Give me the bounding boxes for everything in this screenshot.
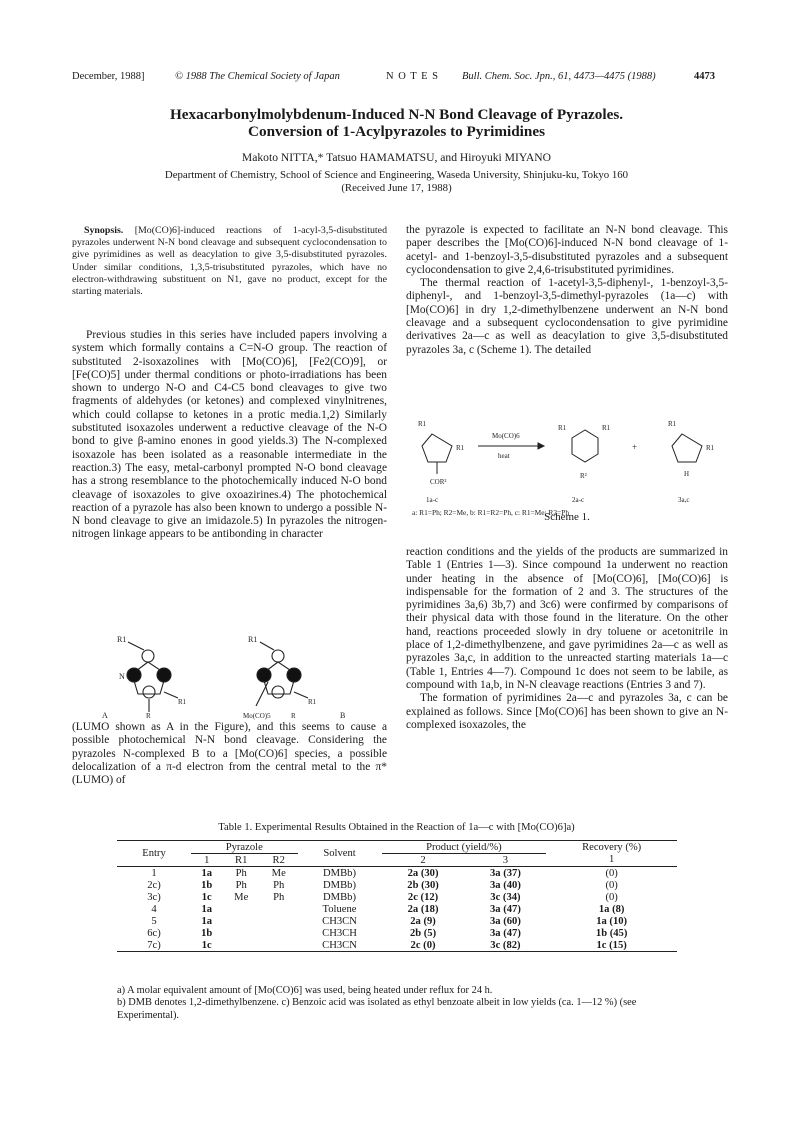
synopsis — [72, 225, 387, 298]
figure-label-b: B — [340, 711, 346, 720]
lobe-filled — [127, 668, 141, 682]
scheme-plus: + — [632, 442, 638, 452]
scheme-label-3: 3a,c — [678, 496, 690, 504]
pyrazole-ring-3 — [672, 434, 702, 462]
paper-title — [60, 106, 733, 140]
scheme-h: H — [684, 470, 690, 478]
pyrazole-ring-1 — [422, 434, 452, 462]
title-line-2: Conversion of 1-Acylpyrazoles to Pyrimidines — [248, 123, 545, 140]
th-recovery: Recovery (%) — [582, 841, 642, 853]
header-copyright: © 1988 The Chemical Society of Japan — [175, 71, 340, 82]
structure-A — [102, 635, 187, 720]
received-date: (Received June 17, 1988) — [341, 182, 452, 194]
table-row: 7c) 1c CH3CN 2c (0) 3c (82) 1c (15) — [117, 939, 677, 952]
figure-r-label-a: R — [146, 712, 151, 720]
scheme-reagent: Mo(CO)6 — [492, 432, 520, 440]
table-note-a: a) A molar equivalent amount of [Mo(CO)6] was used, being heated under reflux for 24 h. — [117, 985, 493, 996]
scheme-legend: a: R1=Ph; R2=Me, b: R1=R2=Ph, c: R1=Me; R2=Ph — [412, 508, 570, 517]
table-note-bc: b) DMB denotes 1,2-dimethylbenzene. c) Benzoic acid was isolated as ethyl benzoate albeit in low yields (ca. 1—12 %) (see Experimental). — [117, 997, 637, 1021]
scheme-cor: COR² — [430, 478, 447, 486]
scheme-r1e: R1 — [668, 420, 677, 428]
table-row: 1 1a Ph Me DMBb) 2a (30) 3a (37) (0) — [151, 867, 618, 879]
structure-B — [243, 635, 345, 720]
lumo-figure — [102, 632, 368, 720]
scheme-1 — [410, 410, 730, 522]
figure-n-label: N — [119, 672, 125, 681]
scheme-label-2: 2a-c — [572, 496, 585, 504]
left-column-paragraph-2 — [72, 721, 387, 787]
lobe-filled — [157, 668, 171, 682]
header-page-number: 4473 — [694, 71, 715, 82]
body-paragraph: (LUMO shown as A in the Figure), and this seems to cause a possible photochemical N-N bond cleavage. Considering the pyrazoles N-complexed B to a [Mo(CO)6] species, a possible delocalization of a π-d electron from the central metal to the π* (LUMO) of — [72, 721, 387, 787]
figure-label-a: A — [102, 711, 108, 720]
th-col-r2: R2 — [272, 854, 285, 866]
body-paragraph: Previous studies in this series have included papers involving a system which formally contains a C=N-O group. The reaction of substituted 2-isoxazolines with [Mo(CO)6], [Fe2(CO)9], or [Fe(CO)5] under thermal conditions or photo-irradiations has been shown to undergo N-O and C4-C5 bond cleavages to give two fragments of aldehydes (or ketones) and complexed vinylnitrenes, which could collapse to ketones in a protic media.1,2) Similarly substituted isoxazoles underwent a reductive cleavage of the N-O bond to give β-amino enones in good yields.3) The N-complexed isoxazole has been isolated as a reasonable intermediate in the reaction.3) The easy, metal-carbonyl prompted N-O bond cleavage has a strong resemblance to the photochemically induced N-O bond cleavage of isoxazoles to give oxoazirines.4) The photochemical reaction of a pyrazole has also been known to undergo a possible N-N bond cleavage to give an imidazole.5) In pyrazoles the nitrogen-nitrogen linkage appears to be antibonding in character — [72, 329, 387, 541]
figure-r1-label-a: R1 — [117, 635, 127, 644]
th-solvent: Solvent — [323, 848, 356, 859]
scheme-label-1: 1a-c — [426, 496, 439, 504]
th-col-1: 1 — [204, 854, 210, 866]
header-journal: Bull. Chem. Soc. Jpn., 61, 4473—4475 (1988) — [462, 71, 656, 82]
th-col-rec: 1 — [609, 854, 615, 866]
header-section: N O T E S — [386, 71, 439, 82]
th-col-3: 3 — [502, 854, 509, 866]
figure-mo-label: Mo(CO)5 — [243, 712, 271, 720]
affiliation-block — [60, 169, 733, 195]
table-row: 5 1a CH3CN 2a (9) 3a (60) 1a (10) — [151, 915, 628, 927]
scheme-r1b: R1 — [456, 444, 465, 452]
th-col-r1: R1 — [235, 854, 248, 866]
body-paragraph: reaction conditions and the yields of the products are summarized in Table 1 (Entries 1—3). Since compound 1a underwent no reaction under heating in the absence of [Mo(CO)6], [Mo(CO)6] is indispensable for the formation of 2 and 3. The structures of the pyrimidines 3a,6) 3b,7) and 3c6) were confirmed by comparisons of their physical data with those found in the literature. On the other hand, reactions proceeded slowly in dry toluene or acetonitrile in place of 1,2-dimethylbenzene, and gave pyrimidines 2a—c as well as pyrazoles 3a,c, in addition to the unreacted starting materials 1a—c (Table 1, Entries 4—7). Compound 1c does not seem to be labile, as compound with 1a,b, in N-N cleavage reactions (Entries 3 and 7). — [406, 546, 728, 691]
figure-r-label-b: R — [291, 712, 296, 720]
table-row: 2c) 1b Ph Ph DMBb) 2b (30) 3a (40) (0) — [147, 879, 618, 891]
table-row: 4 1a Toluene 2a (18) 3a (47) 1a (8) — [151, 903, 625, 915]
scheme-r2: R² — [580, 472, 587, 480]
synopsis-text: [Mo(CO)6]-induced reactions of 1-acyl-3,5-disubstituted pyrazoles underwent N-N bond cleavage and subsequent cyclocondensation to give pyrimidines as well as deacylation to give 3,5-disubstituted pyrazoles. Under similar conditions, 1,3,5-trisubstituted pyrazoles, which have no electron-withdrawing substituent on N1, gave no product, except for the starting materials. — [72, 225, 388, 298]
figure-r1-label-b2: R1 — [308, 698, 317, 706]
scheme-r1: R1 — [418, 420, 427, 428]
scheme-r1d: R1 — [602, 424, 611, 432]
figure-r1-label-b: R1 — [248, 635, 258, 644]
scheme-r1f: R1 — [706, 444, 715, 452]
table-footnotes — [117, 985, 677, 1022]
header-date: December, 1988] — [72, 71, 145, 82]
title-line-1: Hexacarbonylmolybdenum-Induced N-N Bond Cleavage of Pyrazoles. — [169, 106, 624, 123]
pyrimidine-ring — [572, 430, 598, 462]
right-column-paragraph-2 — [406, 546, 728, 732]
affiliation: Department of Chemistry, School of Science and Engineering, Waseda University, Shinjuku-ku, Tokyo 160 — [164, 169, 629, 181]
scheme-r1c: R1 — [558, 424, 567, 432]
lobe-open — [142, 650, 154, 662]
left-column-paragraph-1 — [72, 329, 387, 542]
scheme-condition: heat — [498, 452, 510, 460]
table-row: 6c) 1b CH3CH 2b (5) 3a (47) 1b (45) — [147, 927, 628, 939]
th-col-2: 2 — [420, 854, 426, 866]
th-pyrazole: Pyrazole — [191, 841, 298, 854]
table-body — [117, 867, 677, 952]
th-product: Product (yield/%) — [382, 841, 547, 854]
synopsis-label: Synopsis. — [84, 225, 124, 236]
body-paragraph: The formation of pyrimidines 2a—c and pyrazoles 3a, c can be explained as follows. Since [Mo(CO)6] has been shown to give an N-complexed isoxazoles, the — [406, 692, 728, 731]
th-entry: Entry — [142, 848, 166, 859]
table-row: 3c) 1c Me Ph DMBb) 2c (12) 3c (34) (0) — [147, 891, 618, 903]
results-table — [117, 840, 677, 952]
body-paragraph: The thermal reaction of 1-acetyl-3,5-diphenyl-, 1-benzoyl-3,5-diphenyl-, and 1-benzoyl-3,5-dimethyl-pyrazoles (1a—c) with [Mo(CO)6] in dry 1,2-dimethylbenzene underwent an N-N bond cleavage and a subsequent cyclocondensation to give pyrimidine derivatives 2a—c as well as deacylation to give 3,5-disubstituted pyrazoles 3a, c (Scheme 1). The detailed — [406, 277, 728, 356]
right-column-paragraph-1 — [406, 224, 728, 357]
figure-r1-label-a2: R1 — [178, 698, 187, 706]
table-caption: Table 1. Experimental Results Obtained in the Reaction of 1a—c with [Mo(CO)6]a) — [218, 822, 575, 833]
author-list: Makoto NITTA,* Tatsuo HAMAMATSU, and Hiroyuki MIYANO — [241, 151, 552, 164]
scheme-caption: Scheme 1. — [544, 511, 590, 523]
body-paragraph: the pyrazole is expected to facilitate an N-N bond cleavage. This paper describes the [Mo(CO)6]-induced N-N bond cleavage of 1-acetyl- and 1-benzoyl-3,5-disubstituted pyrazoles and a subsequent cyclocondensation to give 2,4,6-trisubstituted pyrimidines. — [406, 224, 728, 276]
